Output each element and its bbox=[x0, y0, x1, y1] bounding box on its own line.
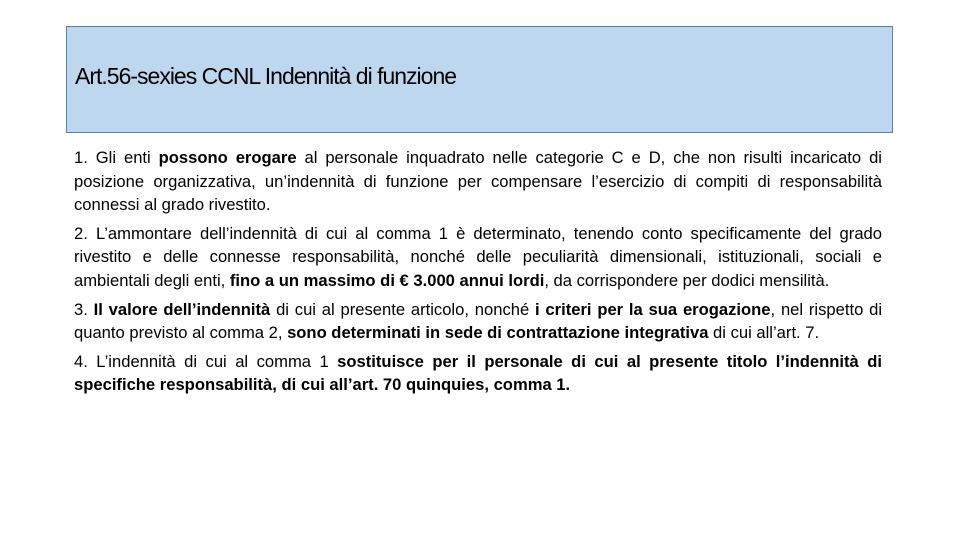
title-banner bbox=[66, 26, 893, 133]
text-run: 4. L’indennità di cui al comma 1 bbox=[74, 351, 338, 371]
bold-run: possono erogare bbox=[158, 148, 297, 167]
text-run: 1. Gli enti bbox=[74, 148, 159, 167]
bold-run: Il valore dell’indennità bbox=[93, 299, 271, 319]
bold-run: fino a un massimo di € 3.000 annui lordi bbox=[229, 270, 545, 290]
slide-title: Art.56-sexies CCNL Indennità di funzione bbox=[75, 63, 457, 89]
paragraph-3 bbox=[74, 298, 882, 345]
paragraph-2 bbox=[74, 222, 882, 293]
text-run: , nel rispetto di quanto previsto al comma 2, bbox=[74, 299, 883, 343]
text-run: al personale inquadrato nelle categorie C e D, che non risulti incaricato di posizione organizzativa, un’indennità di funzione per compensare l’esercizio di compiti di responsabilità connessi al grado rivestito. bbox=[74, 148, 882, 215]
bold-run: sostituisce per il personale di cui al presente titolo l’indennità di specifiche responsabilità, di cui all’art. 70 quinquies, comma 1. bbox=[74, 351, 882, 395]
bold-run: i criteri per la sua erogazione bbox=[535, 299, 771, 319]
text-run: 3. bbox=[74, 299, 94, 319]
bold-run: sono determinati in sede di contrattazione integrativa bbox=[287, 323, 709, 343]
text-run: 2. L’ammontare dell’indennità di cui al comma 1 è determinato, tenendo conto specificamente del grado rivestito e delle connesse responsabilità, nonché delle peculiarità dimensionali, istituzionali, sociali e ambientali degli enti, bbox=[74, 223, 882, 290]
text-run: , da corrispondere per dodici mensilità. bbox=[544, 270, 830, 290]
text-run: di cui all’art. 7. bbox=[708, 323, 820, 343]
article-body bbox=[74, 146, 882, 402]
paragraph-4 bbox=[74, 350, 882, 397]
text-run: di cui al presente articolo, nonché bbox=[270, 299, 535, 319]
paragraph-1 bbox=[74, 146, 882, 217]
